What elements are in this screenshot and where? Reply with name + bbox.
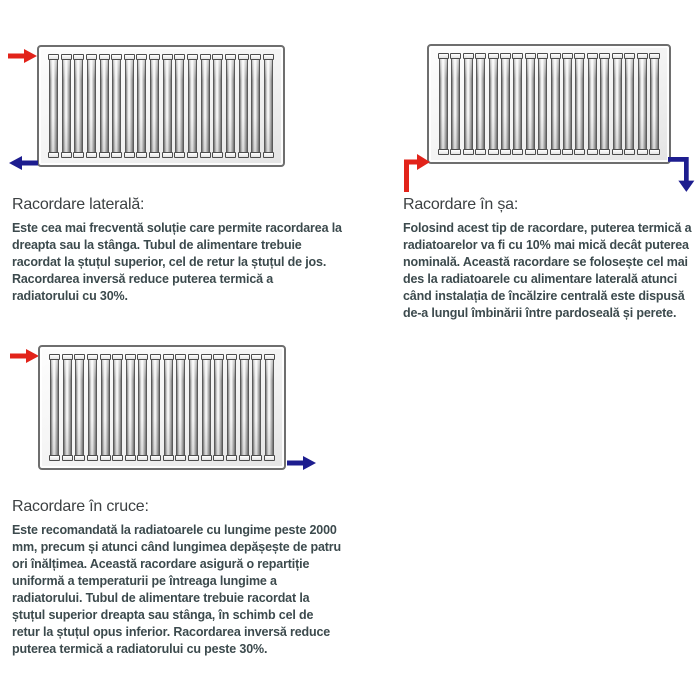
fin-bottom-cap bbox=[175, 455, 186, 461]
fin-bar bbox=[112, 60, 121, 152]
fin-bottom-cap bbox=[112, 455, 123, 461]
fin-bar bbox=[188, 60, 197, 152]
fin-bar bbox=[538, 59, 547, 149]
radiator-fin bbox=[475, 53, 486, 155]
fin-bottom-cap bbox=[264, 455, 275, 461]
radiator-fin bbox=[99, 54, 110, 158]
fin-bar bbox=[264, 60, 273, 152]
fin-bar bbox=[464, 59, 473, 149]
radiator-fin bbox=[112, 354, 123, 461]
radiator-fin bbox=[488, 53, 499, 155]
radiator-fin bbox=[201, 354, 212, 461]
fin-bar bbox=[150, 60, 159, 152]
fin-bar bbox=[476, 59, 485, 149]
radiator-illustration-cruce bbox=[38, 345, 286, 470]
radiator-fin bbox=[188, 354, 199, 461]
fin-bar bbox=[176, 360, 185, 455]
fin-bar bbox=[613, 59, 622, 149]
radiator-fin bbox=[550, 53, 561, 155]
fin-bottom-cap bbox=[550, 149, 561, 155]
fin-bottom-cap bbox=[537, 149, 548, 155]
radiator-fin bbox=[73, 54, 84, 158]
radiator-fin bbox=[238, 54, 249, 158]
fin-bar bbox=[125, 60, 134, 152]
fin-bar bbox=[650, 59, 659, 149]
fin-bar bbox=[202, 360, 211, 455]
radiator-fin bbox=[250, 54, 261, 158]
radiator-fin bbox=[264, 354, 275, 461]
fin-bar bbox=[600, 59, 609, 149]
fin-bottom-cap bbox=[612, 149, 623, 155]
fin-bottom-cap bbox=[74, 455, 85, 461]
fin-bottom-cap bbox=[226, 455, 237, 461]
fin-bottom-cap bbox=[488, 149, 499, 155]
radiator-fin bbox=[175, 354, 186, 461]
fin-bottom-cap bbox=[188, 455, 199, 461]
fin-bar bbox=[126, 360, 135, 455]
fin-bar bbox=[227, 360, 236, 455]
fin-bottom-cap bbox=[500, 149, 511, 155]
radiator-fin bbox=[624, 53, 635, 155]
fin-bar bbox=[138, 360, 147, 455]
radiator-fin bbox=[500, 53, 511, 155]
radiator-fins bbox=[438, 53, 660, 155]
fin-bar bbox=[489, 59, 498, 149]
fin-bottom-cap bbox=[87, 455, 98, 461]
fin-bottom-cap bbox=[187, 152, 198, 158]
fin-bar bbox=[451, 59, 460, 149]
fin-bar bbox=[88, 360, 97, 455]
fin-bottom-cap bbox=[212, 152, 223, 158]
fin-bar bbox=[551, 59, 560, 149]
radiator-fin bbox=[187, 54, 198, 158]
radiator-fin bbox=[450, 53, 461, 155]
fin-bar bbox=[62, 60, 71, 152]
fin-bar bbox=[189, 360, 198, 455]
radiator-fin bbox=[174, 54, 185, 158]
radiator-fin bbox=[124, 54, 135, 158]
inlet-red-arrow-right-icon bbox=[8, 48, 38, 64]
fin-bar bbox=[213, 60, 222, 152]
fin-bottom-cap bbox=[99, 152, 110, 158]
fin-bottom-cap bbox=[137, 455, 148, 461]
fin-bottom-cap bbox=[263, 152, 274, 158]
fin-bottom-cap bbox=[125, 455, 136, 461]
fin-bottom-cap bbox=[624, 149, 635, 155]
inlet-red-arrow-right-icon bbox=[10, 348, 40, 364]
radiator-fin bbox=[438, 53, 449, 155]
section-body-cruce: Este recomandată la radiatoarele cu lungime peste 2000 mm, precum și atunci când lungimea depășește de patru ori înălțimea. Această racordare asigură o repartiție uniformă a temperaturii pe întreaga lungime a radiatorului. Tubul de alimentare trebuie racordat la ștuțul superior dreapta sau stânga, în schimb cel de retur la ștuțul opus inferior. Racordarea inversă reduce puterea termică a radiatorului cu peste 30%. bbox=[12, 523, 341, 656]
fin-bottom-cap bbox=[100, 455, 111, 461]
fin-bottom-cap bbox=[512, 149, 523, 155]
fin-bar bbox=[101, 360, 110, 455]
radiator-fin bbox=[150, 354, 161, 461]
fin-bottom-cap bbox=[48, 152, 59, 158]
fin-bottom-cap bbox=[201, 455, 212, 461]
section-heading-sa: Racordare în șa: bbox=[403, 196, 519, 213]
radiator-fin bbox=[574, 53, 585, 155]
radiator-fin bbox=[162, 54, 173, 158]
radiator-fin bbox=[100, 354, 111, 461]
fin-bottom-cap bbox=[61, 152, 72, 158]
fin-bottom-cap bbox=[213, 455, 224, 461]
radiator-fin bbox=[525, 53, 536, 155]
fin-bar bbox=[214, 360, 223, 455]
radiator-fin bbox=[74, 354, 85, 461]
fin-bottom-cap bbox=[587, 149, 598, 155]
fin-bottom-cap bbox=[251, 455, 262, 461]
fin-bar bbox=[74, 60, 83, 152]
radiator-illustration-sa bbox=[427, 44, 671, 164]
radiator-fin bbox=[537, 53, 548, 155]
fin-bottom-cap bbox=[649, 149, 660, 155]
fin-bar bbox=[50, 360, 59, 455]
fin-bar bbox=[151, 360, 160, 455]
fin-bottom-cap bbox=[239, 455, 250, 461]
fin-bottom-cap bbox=[225, 152, 236, 158]
radiator-fin bbox=[612, 53, 623, 155]
fin-bar bbox=[201, 60, 210, 152]
radiator-fin bbox=[213, 354, 224, 461]
fin-bottom-cap bbox=[136, 152, 147, 158]
fin-bottom-cap bbox=[163, 455, 174, 461]
fin-bottom-cap bbox=[124, 152, 135, 158]
radiator-fin bbox=[111, 54, 122, 158]
section-body-sa: Folosind acest tip de racordare, puterea termică a radiatoarelor va fi cu 10% mai mică decât puterea nominală. Această racordare se folosește cel mai des la radiatoarele cu alimentare laterală atunci când instalația de încălzire centrală este dispusă de-a lungul îmbinării între pardoseală și perete. bbox=[403, 221, 692, 320]
fin-bottom-cap bbox=[438, 149, 449, 155]
fin-bar bbox=[175, 60, 184, 152]
outlet-blue-arrow-left-icon bbox=[8, 155, 38, 171]
fin-bottom-cap bbox=[250, 152, 261, 158]
fin-bottom-cap bbox=[86, 152, 97, 158]
radiator-fin bbox=[463, 53, 474, 155]
radiator-fins bbox=[48, 54, 274, 158]
fin-bar bbox=[75, 360, 84, 455]
radiator-fins bbox=[49, 354, 275, 461]
radiator-fin bbox=[87, 354, 98, 461]
radiator-fin bbox=[48, 54, 59, 158]
radiator-fin bbox=[225, 54, 236, 158]
radiator-fin bbox=[49, 354, 60, 461]
radiator-fin bbox=[637, 53, 648, 155]
fin-bar bbox=[163, 60, 172, 152]
outlet-blue-elbow-right-down-arrow-icon bbox=[668, 153, 700, 195]
fin-bar bbox=[265, 360, 274, 455]
fin-bar bbox=[501, 59, 510, 149]
fin-bar bbox=[251, 60, 260, 152]
section-body-laterala: Este cea mai frecventă soluție care permite racordarea la dreapta sau la stânga. Tubul de alimentare trebuie racordat la ștuțul superior, cel de retur la ștuțul de jos. Racordarea inversă reduce puterea termică a radiatorului cu 30%. bbox=[12, 221, 342, 303]
fin-bar bbox=[625, 59, 634, 149]
fin-bottom-cap bbox=[574, 149, 585, 155]
fin-bottom-cap bbox=[149, 152, 160, 158]
fin-bar bbox=[563, 59, 572, 149]
fin-bottom-cap bbox=[637, 149, 648, 155]
section-heading-laterala: Racordare laterală: bbox=[12, 196, 145, 213]
fin-bar bbox=[226, 60, 235, 152]
radiator-fin bbox=[599, 53, 610, 155]
outlet-blue-arrow-right-icon bbox=[287, 455, 317, 471]
fin-bar bbox=[439, 59, 448, 149]
fin-bottom-cap bbox=[463, 149, 474, 155]
radiator-fin bbox=[62, 354, 73, 461]
fin-bottom-cap bbox=[174, 152, 185, 158]
radiator-fin bbox=[200, 54, 211, 158]
radiator-fin bbox=[125, 354, 136, 461]
radiator-fin bbox=[137, 354, 148, 461]
fin-bottom-cap bbox=[238, 152, 249, 158]
section-heading-cruce: Racordare în cruce: bbox=[12, 498, 149, 515]
fin-bar bbox=[588, 59, 597, 149]
fin-bar bbox=[63, 360, 72, 455]
fin-bar bbox=[239, 60, 248, 152]
fin-bottom-cap bbox=[599, 149, 610, 155]
radiator-fin bbox=[263, 54, 274, 158]
fin-bottom-cap bbox=[73, 152, 84, 158]
radiator-fin bbox=[649, 53, 660, 155]
radiator-fin bbox=[86, 54, 97, 158]
fin-bar bbox=[240, 360, 249, 455]
fin-bottom-cap bbox=[525, 149, 536, 155]
radiator-fin bbox=[136, 54, 147, 158]
radiator-fin bbox=[61, 54, 72, 158]
inlet-red-elbow-up-right-arrow-icon bbox=[401, 152, 433, 192]
fin-bottom-cap bbox=[49, 455, 60, 461]
fin-bar bbox=[513, 59, 522, 149]
fin-bar bbox=[137, 60, 146, 152]
fin-bar bbox=[113, 360, 122, 455]
fin-bottom-cap bbox=[450, 149, 461, 155]
fin-bar bbox=[575, 59, 584, 149]
fin-bottom-cap bbox=[111, 152, 122, 158]
radiator-fin bbox=[587, 53, 598, 155]
fin-bar bbox=[164, 360, 173, 455]
radiator-fin bbox=[149, 54, 160, 158]
radiator-fin bbox=[562, 53, 573, 155]
fin-bar bbox=[87, 60, 96, 152]
fin-bottom-cap bbox=[62, 455, 73, 461]
fin-bar bbox=[252, 360, 261, 455]
fin-bar bbox=[49, 60, 58, 152]
radiator-fin bbox=[239, 354, 250, 461]
radiator-fin bbox=[212, 54, 223, 158]
radiator-fin bbox=[163, 354, 174, 461]
fin-bottom-cap bbox=[562, 149, 573, 155]
fin-bottom-cap bbox=[200, 152, 211, 158]
radiator-fin bbox=[226, 354, 237, 461]
radiator-fin bbox=[251, 354, 262, 461]
fin-bottom-cap bbox=[162, 152, 173, 158]
fin-bar bbox=[638, 59, 647, 149]
fin-bar bbox=[526, 59, 535, 149]
fin-bottom-cap bbox=[475, 149, 486, 155]
fin-bar bbox=[100, 60, 109, 152]
radiator-illustration-lateral bbox=[37, 45, 285, 167]
radiator-fin bbox=[512, 53, 523, 155]
fin-bottom-cap bbox=[150, 455, 161, 461]
